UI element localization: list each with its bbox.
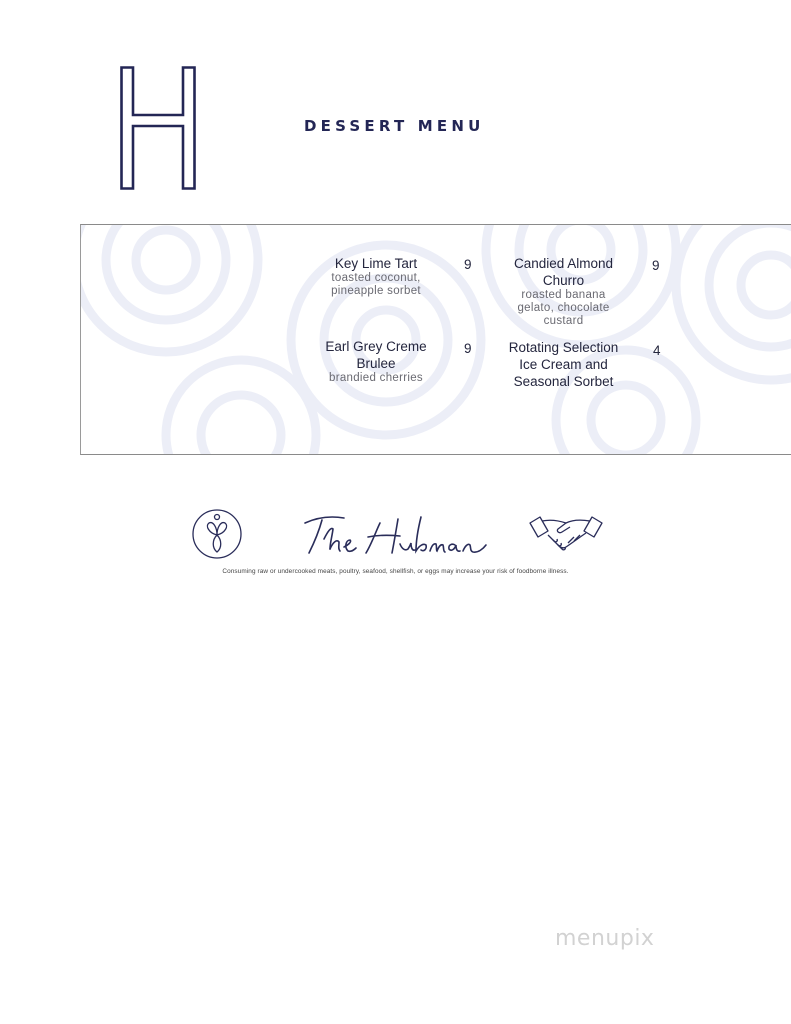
- item-price: 9: [464, 341, 472, 356]
- item-name: Candied Almond Churro: [513, 256, 614, 288]
- item-price: 9: [652, 258, 660, 273]
- item-name: Rotating Selection Ice Cream and Seasonal Sorbet: [508, 340, 619, 389]
- leaf-circle-icon: [191, 508, 243, 560]
- menu-item: [501, 339, 626, 390]
- menu-panel: [80, 224, 791, 455]
- item-name: Key Lime Tart: [334, 256, 418, 271]
- item-name: Earl Grey Creme Brulee: [325, 339, 427, 371]
- item-description: toasted coconut, pineapple sorbet: [331, 272, 421, 297]
- watermark: menupix: [555, 926, 655, 951]
- item-price: 9: [464, 257, 472, 272]
- menu-item: [316, 338, 436, 385]
- page-title: DESSERT MENU: [304, 117, 485, 135]
- handshake-icon: [528, 513, 604, 553]
- signature-logo: [300, 509, 490, 559]
- menu-item: [506, 255, 621, 328]
- item-price: 4: [653, 343, 661, 358]
- concentric-circles-pattern: [81, 225, 791, 455]
- footer-icons: [0, 505, 791, 565]
- item-description: brandied cherries: [329, 372, 423, 384]
- food-safety-disclaimer: Consuming raw or undercooked meats, poultry, seafood, shellfish, or eggs may increase your risk of foodborne illness.: [222, 568, 569, 575]
- logo-h: [120, 66, 196, 190]
- menu-item: [316, 255, 436, 298]
- item-description: roasted banana gelato, chocolate custard: [517, 289, 610, 327]
